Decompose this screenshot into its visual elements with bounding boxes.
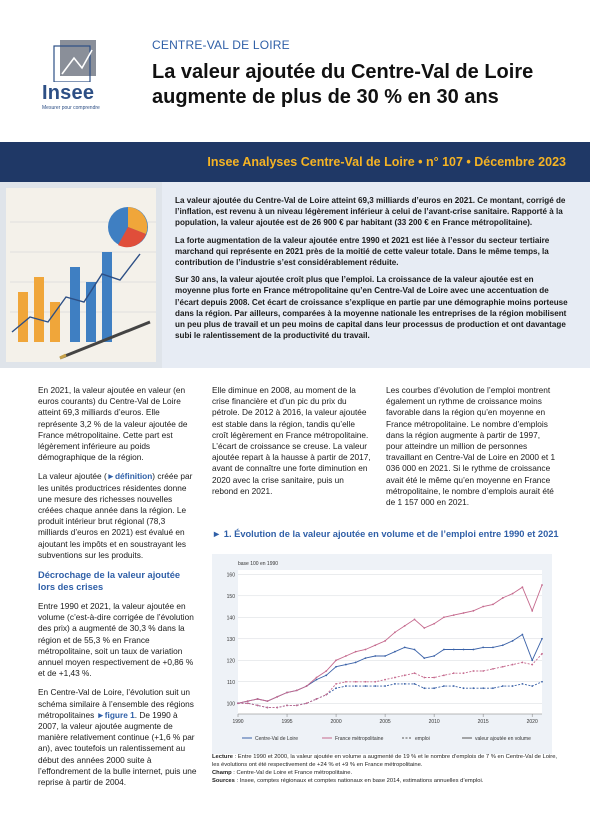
- data-point: [531, 664, 533, 666]
- data-point: [325, 670, 327, 672]
- legend-label: France métropolitaine: [335, 736, 384, 742]
- body-text: ) créée par les unités productrices résidentes donne une mesure des richesses nouvelles créées chaque année dans la région. Le produit intérieur brut régional (78,3 milliards d’euros en 2021) est évalué en ajoutant les impôts et en soustrayant les subventions sur les produits.: [38, 471, 193, 560]
- body-column-2: [212, 385, 372, 505]
- data-point: [365, 649, 367, 651]
- data-point: [502, 597, 504, 599]
- data-point: [384, 640, 386, 642]
- section-heading: Décrochage de la valeur ajoutée lors des crises: [38, 570, 181, 593]
- data-point: [316, 679, 318, 681]
- x-tick-label: 1990: [232, 719, 244, 725]
- sources-label: Sources: [212, 778, 235, 784]
- lecture-label: Lecture: [212, 754, 233, 760]
- body-paragraph: [38, 687, 198, 788]
- champ-label: Champ: [212, 770, 232, 776]
- data-point: [374, 681, 376, 683]
- data-point: [433, 623, 435, 625]
- data-point: [472, 687, 474, 689]
- data-point: [423, 677, 425, 679]
- data-point: [325, 694, 327, 696]
- data-point: [345, 655, 347, 657]
- data-point: [374, 644, 376, 646]
- data-point: [423, 627, 425, 629]
- abstract-paragraph: La valeur ajoutée du Centre-Val de Loire atteint 69,3 milliards d’euros en 2021. Ce montant, corrigé de l’inflation, est revenu à un niveau légèrement inférieur à celui de l’avant-crise sanitaire. Rapporté à la population, la valeur ajoutée est de 26 900 € par habitant (33 200 € en France métropolitaine).: [175, 196, 566, 228]
- body-text: En Centre-Val de Loire, l’évolution suit un schéma similaire à l’ensemble des régions métropolitaines: [38, 687, 194, 720]
- data-point: [316, 677, 318, 679]
- sources-text: : Insee, comptes régionaux et comptes nationaux en base 2014, estimations annuelles d’emploi.: [234, 778, 484, 784]
- data-point: [335, 666, 337, 668]
- figure-title: ► 1. Évolution de la valeur ajoutée en volume et de l’emploi entre 1990 et 2021: [212, 529, 559, 539]
- x-tick-label: 1995: [281, 719, 293, 725]
- data-point: [355, 685, 357, 687]
- data-point: [512, 593, 514, 595]
- data-point: [433, 687, 435, 689]
- x-tick-label: 2000: [330, 719, 342, 725]
- legend-label: emploi: [415, 736, 430, 742]
- data-point: [247, 702, 249, 704]
- data-point: [443, 674, 445, 676]
- data-point: [502, 666, 504, 668]
- data-point: [325, 674, 327, 676]
- data-point: [316, 698, 318, 700]
- data-point: [267, 707, 269, 709]
- data-point: [394, 651, 396, 653]
- x-tick-label: 2015: [477, 719, 489, 725]
- data-point: [306, 685, 308, 687]
- data-point: [296, 689, 298, 691]
- data-point: [443, 685, 445, 687]
- data-point: [394, 683, 396, 685]
- x-tick-label: 2020: [526, 719, 538, 725]
- body-paragraph: En 2021, la valeur ajoutée en valeur (en euros courants) du Centre-Val de Loire atteint 69,3 milliards d’euros. Elle représente 3,2 % de la valeur ajoutée de France métropolitaine. Cette part est légèrement inférieure au poids démographique de la région.: [38, 385, 188, 463]
- data-point: [531, 659, 533, 661]
- body-paragraph: [38, 471, 198, 561]
- data-point: [335, 659, 337, 661]
- data-point: [384, 679, 386, 681]
- data-point: [394, 631, 396, 633]
- data-point: [521, 662, 523, 664]
- cover-photo: [0, 182, 162, 368]
- data-point: [414, 683, 416, 685]
- body-text: La valeur ajoutée (: [38, 471, 107, 482]
- data-point: [345, 681, 347, 683]
- data-point: [355, 651, 357, 653]
- data-point: [355, 681, 357, 683]
- data-point: [502, 685, 504, 687]
- data-point: [541, 584, 543, 586]
- abstract: [175, 195, 571, 347]
- data-point: [247, 700, 249, 702]
- publication-banner: [0, 142, 590, 182]
- data-point: [453, 672, 455, 674]
- x-tick-label: 2010: [428, 719, 440, 725]
- y-tick-label: 140: [226, 615, 235, 622]
- data-point: [365, 657, 367, 659]
- data-point: [345, 685, 347, 687]
- data-point: [492, 646, 494, 648]
- logo-wordmark: Insee: [42, 82, 95, 104]
- data-point: [276, 696, 278, 698]
- data-point: [414, 649, 416, 651]
- data-point: [541, 681, 543, 683]
- data-point: [433, 677, 435, 679]
- data-point: [374, 655, 376, 657]
- figure-chart: [212, 554, 552, 754]
- data-point: [482, 646, 484, 648]
- page-title: La valeur ajoutée du Centre-Val de Loire augmente de plus de 30 % en 30 ans: [152, 61, 534, 108]
- data-point: [433, 655, 435, 657]
- data-point: [335, 687, 337, 689]
- data-point: [492, 687, 494, 689]
- body-paragraph: Les courbes d’évolution de l’emploi montrent également un rythme de croissance moins favorable dans la région qu’en moyenne en France métropolitaine. Le nombre d’emplois dans la région augmente à partir de 1997, pour atteindre un million de personnes travaillant en Centre-Val de Loire en 2000 et 1 036 000 en 2021. Si le rythme de croissance avait été le même qu’en moyenne en France métropolitaine, le nombre d’emplois aurait été de 1 157 000 en 2021.: [386, 385, 556, 508]
- data-point: [472, 670, 474, 672]
- data-point: [443, 616, 445, 618]
- data-point: [463, 649, 465, 651]
- body-paragraph: Elle diminue en 2008, au moment de la crise financière et d’un pic du prix du pétrole. De 2012 à 2016, la valeur ajoutée est stable dans la région, tandis qu’elle croît légèrement en France métropolitaine. L’écart de croissance se creuse. La valeur ajoutée repart à la hausse à partir de 2017, avant de connaître une forte diminution en 2020 avec la crise sanitaire, puis un rebond en 2021.: [212, 385, 371, 496]
- figure-1-link[interactable]: ►figure 1: [96, 709, 135, 720]
- insee-logo: [38, 38, 110, 110]
- data-point: [472, 649, 474, 651]
- region-label: CENTRE-VAL DE LOIRE: [152, 38, 290, 52]
- chart-svg: [212, 554, 552, 754]
- y-tick-label: 100: [226, 701, 235, 708]
- data-point: [531, 685, 533, 687]
- body-text: . De 1990 à 2007, la valeur ajoutée augmente de manière relativement continue (+1,6 % par an), avec toutefois un ralentissement au début des années 2000 suite à l’effondrement de la bulle internet, puis une reprise à partir de 2004.: [38, 709, 197, 788]
- data-point: [286, 705, 288, 707]
- legend-label: valeur ajoutée en volume: [475, 736, 531, 742]
- abstract-paragraph: La forte augmentation de la valeur ajoutée entre 1990 et 2021 est liée à l’essor du secteur tertiaire marchand qui représente en 2021 près de la moitié de cette valeur totale. Dans le même temps, la contribution de l’industrie s’est considérablement réduite.: [175, 235, 550, 268]
- data-point: [414, 672, 416, 674]
- data-point: [355, 662, 357, 664]
- logo-tagline: Mesurer pour comprendre: [42, 105, 100, 111]
- data-point: [463, 687, 465, 689]
- data-point: [453, 685, 455, 687]
- data-point: [257, 705, 259, 707]
- body-column-1: [38, 385, 198, 796]
- data-point: [404, 646, 406, 648]
- data-point: [453, 649, 455, 651]
- figure-notes: [212, 753, 562, 785]
- data-point: [404, 674, 406, 676]
- data-point: [237, 702, 239, 704]
- data-point: [365, 685, 367, 687]
- insee-logo-mark: [52, 38, 98, 82]
- data-point: [335, 683, 337, 685]
- data-point: [384, 655, 386, 657]
- data-point: [482, 606, 484, 608]
- lecture-text: : Entre 1990 et 2000, la valeur ajoutée en volume a augmenté de 19 % et le nombre d’emplois de 7 % en Centre-Val de Loire, les évolutions ont été respectivement de +24 % et +9 % en France métropolitaine.: [212, 754, 558, 768]
- data-point: [404, 625, 406, 627]
- y-tick-label: 110: [227, 679, 235, 686]
- publication-reference: Insee Analyses Centre-Val de Loire • n° 107 • Décembre 2023: [207, 155, 566, 169]
- legend-label: Centre-Val de Loire: [255, 736, 298, 742]
- data-point: [404, 683, 406, 685]
- x-tick-label: 2005: [379, 719, 391, 725]
- data-point: [306, 702, 308, 704]
- data-point: [394, 677, 396, 679]
- y-tick-label: 130: [226, 636, 235, 643]
- data-point: [463, 612, 465, 614]
- data-point: [521, 634, 523, 636]
- data-point: [345, 664, 347, 666]
- y-tick-label: 120: [226, 658, 235, 665]
- plot-area: [238, 570, 542, 714]
- y-tick-label: 150: [226, 593, 235, 600]
- data-point: [463, 672, 465, 674]
- data-point: [365, 681, 367, 683]
- data-point: [512, 640, 514, 642]
- data-point: [384, 685, 386, 687]
- data-point: [286, 692, 288, 694]
- data-point: [541, 653, 543, 655]
- data-point: [423, 657, 425, 659]
- data-point: [531, 610, 533, 612]
- data-point: [502, 644, 504, 646]
- data-point: [512, 685, 514, 687]
- body-column-3: [386, 385, 558, 516]
- data-point: [541, 638, 543, 640]
- data-point: [482, 670, 484, 672]
- data-point: [472, 610, 474, 612]
- champ-text: : Centre-Val de Loire et France métropolitaine.: [231, 770, 353, 776]
- body-paragraph: Entre 1990 et 2021, la valeur ajoutée en volume (c’est-à-dire corrigée de l’évolution des prix) a augmenté de 30,3 % dans la région et de 55,3 % en France métropolitaine, soit un taux de variation annuel moyen respectivement de +0,86 % et de +1,43 %.: [38, 601, 194, 679]
- data-point: [512, 664, 514, 666]
- data-point: [423, 687, 425, 689]
- data-point: [453, 614, 455, 616]
- data-point: [276, 707, 278, 709]
- data-point: [257, 698, 259, 700]
- data-point: [521, 683, 523, 685]
- y-tick-label: 160: [226, 572, 235, 579]
- abstract-paragraph: Sur 30 ans, la valeur ajoutée croît plus que l’emploi. La croissance de la valeur ajoutée est en moyenne plus forte en France métropolitaine qu’en Centre-Val de Loire avec une accentuation de l’écart depuis 2008. Cet écart de croissance s’explique en partie par une démographie moins porteuse dans la région. Par ailleurs, comparées à la moyenne nationale les entreprises de la région mobilisent un peu plus de travail et un peu moins de capital dans leur processus de production et ont davantage subi le ralentissement de la productivité du travail.: [175, 275, 568, 341]
- data-point: [374, 685, 376, 687]
- chart-subtitle: base 100 en 1990: [238, 561, 279, 567]
- data-point: [267, 700, 269, 702]
- data-point: [521, 586, 523, 588]
- data-point: [296, 705, 298, 707]
- data-point: [482, 687, 484, 689]
- data-point: [414, 619, 416, 621]
- definition-link[interactable]: ►définition: [106, 471, 153, 482]
- data-point: [492, 668, 494, 670]
- data-point: [443, 649, 445, 651]
- data-point: [492, 603, 494, 605]
